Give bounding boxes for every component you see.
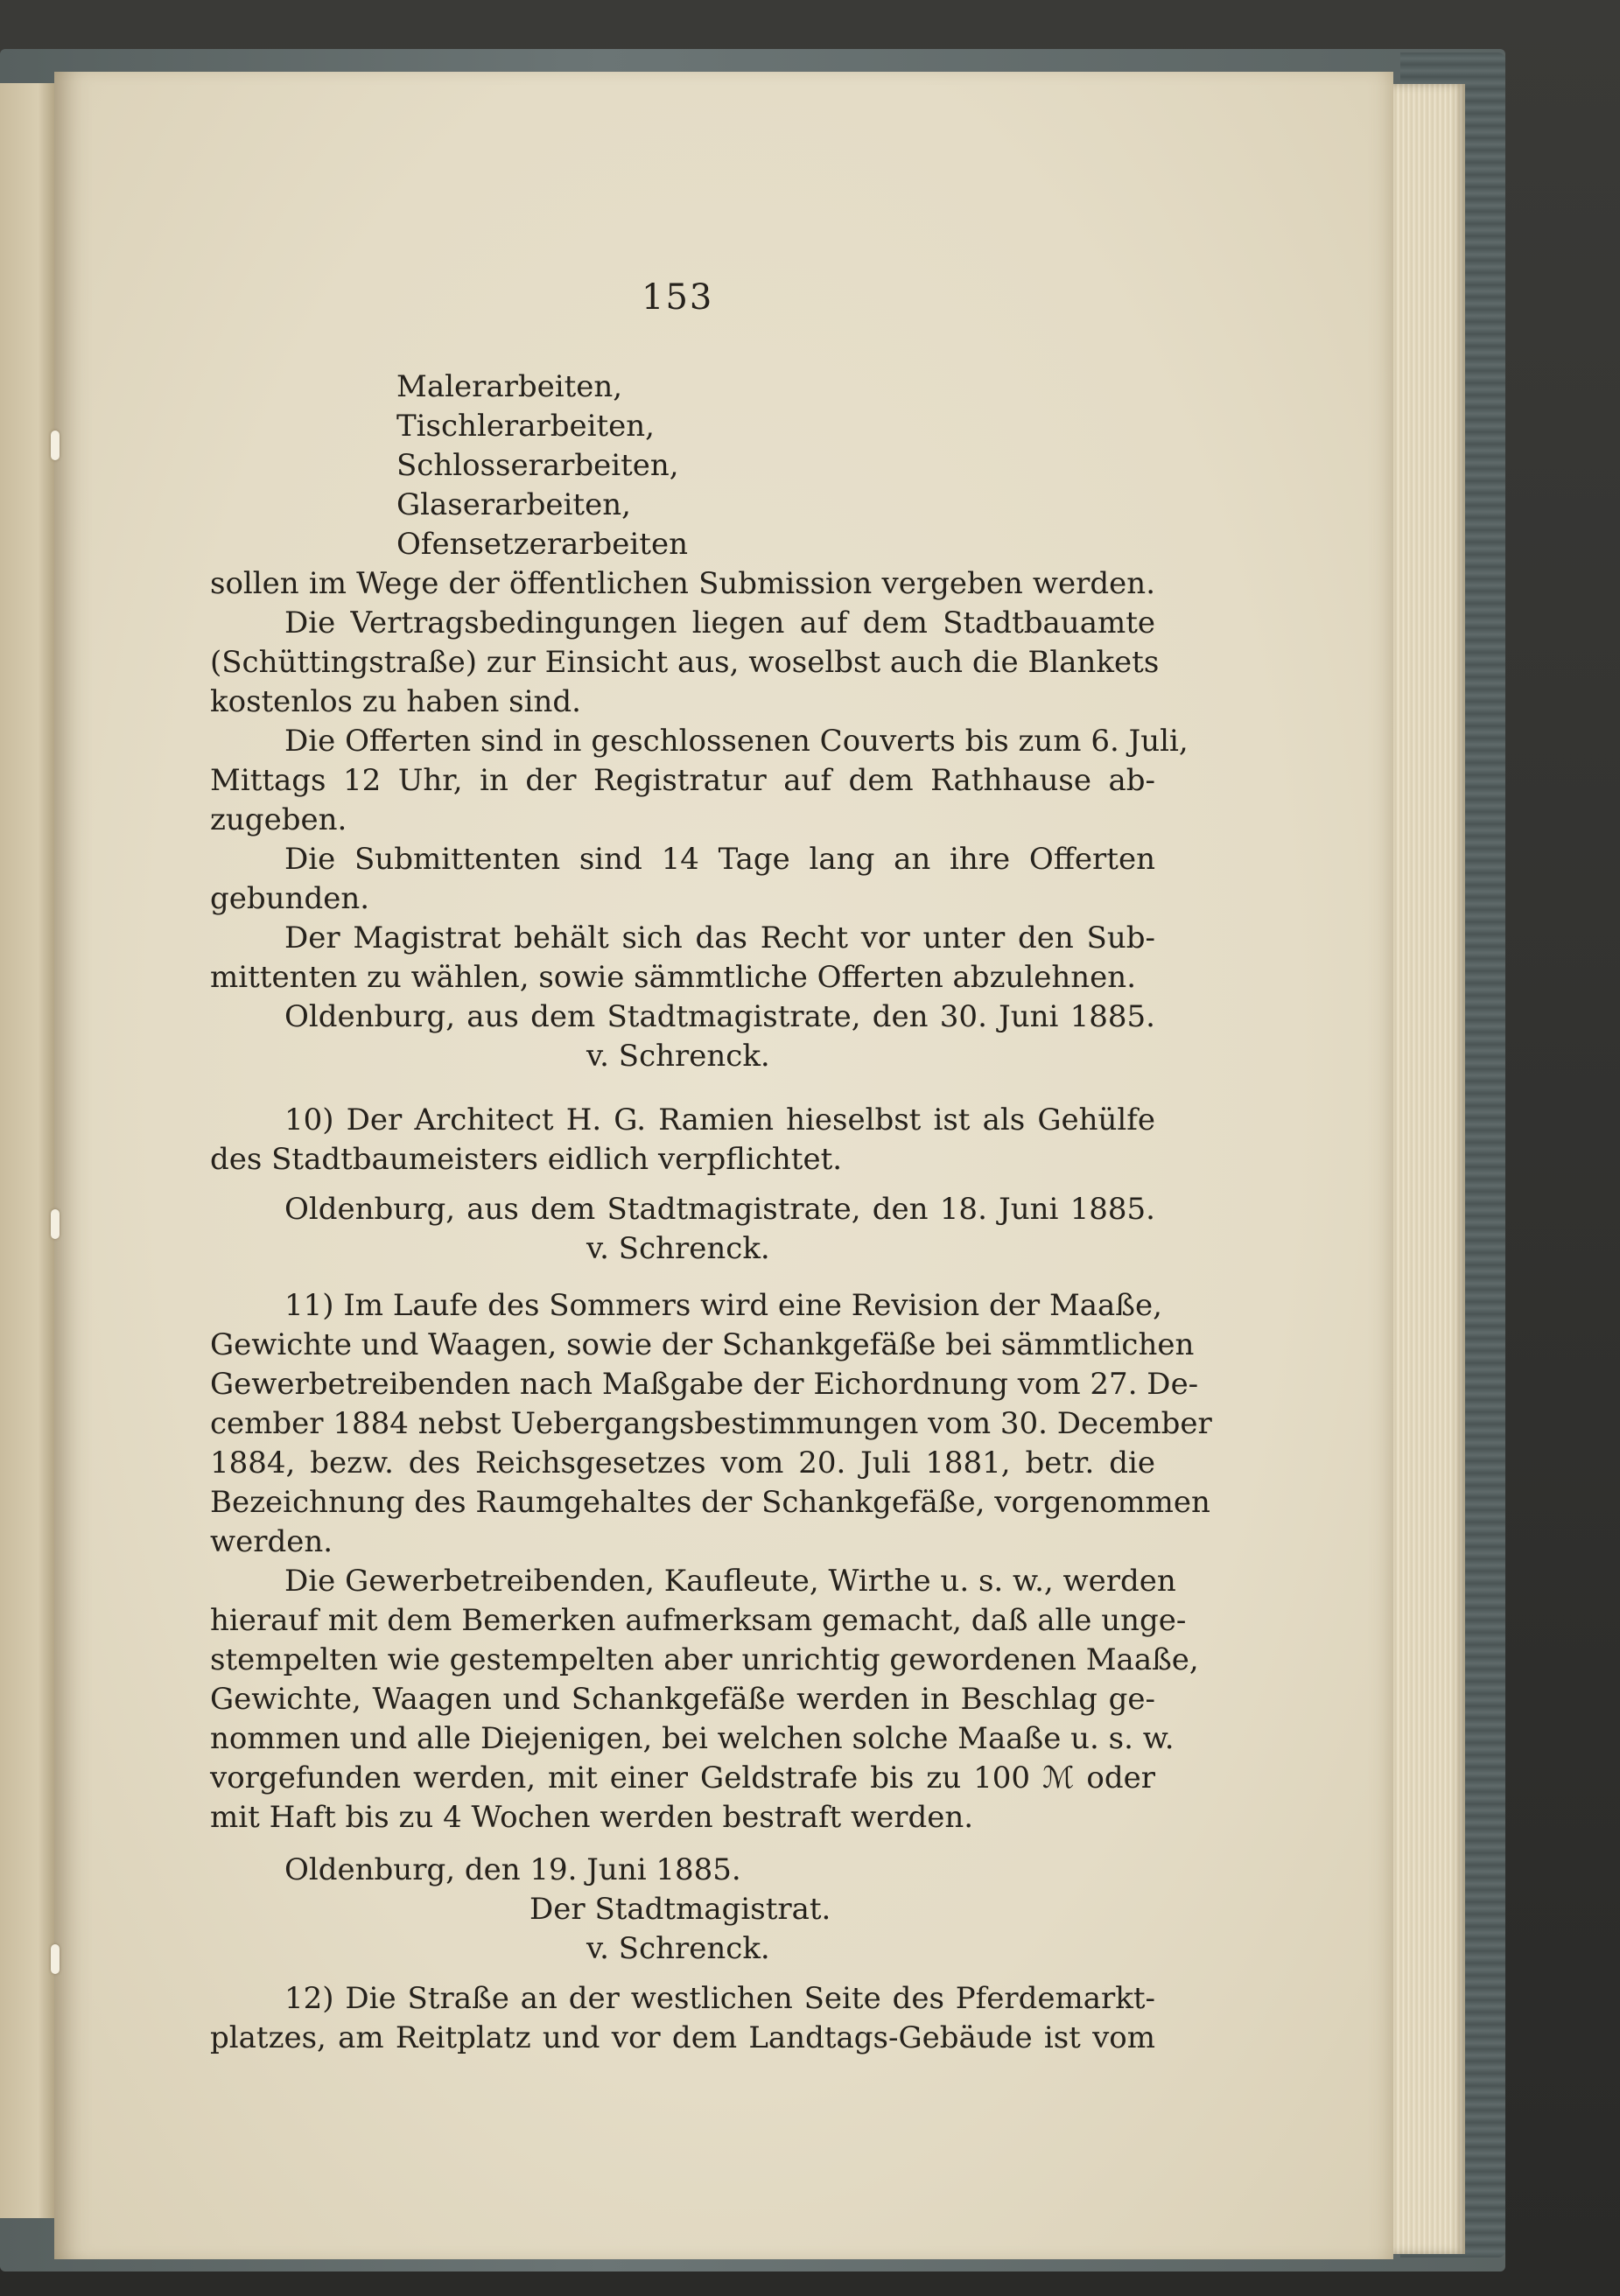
facing-page-edge (0, 83, 54, 2218)
signature-date-line: Oldenburg, aus dem Stadtmagistrate, den 18. Juni 1885. (284, 1192, 1155, 1227)
text-line: Ofensetzerarbeiten (396, 527, 688, 562)
text-line: Schlosserarbeiten, (396, 448, 679, 483)
page-number: 153 (642, 277, 714, 318)
text-line: mit Haft bis zu 4 Wochen werden bestraft werden. (210, 1800, 974, 1835)
text-line: vorgefunden werden, mit einer Geldstrafe bis zu 100 ℳ oder (210, 1760, 1155, 1796)
text-line: Die Vertragsbedingungen liegen auf dem Stadtbauamte (284, 606, 1155, 640)
text-line: Die Offerten sind in geschlossenen Couverts bis zum 6. Juli, (284, 724, 1189, 759)
signature-name: v. Schrenck. (586, 1231, 770, 1266)
text-line: des Stadtbaumeisters eidlich verpflichtet. (210, 1142, 843, 1177)
signature-name: v. Schrenck. (586, 1931, 770, 1966)
signature-date-line: Oldenburg, aus dem Stadtmagistrate, den 30. Juni 1885. (284, 999, 1155, 1034)
signature-name: v. Schrenck. (586, 1039, 770, 1074)
text-line: 12) Die Straße an der westlichen Seite des Pferdemarkt- (284, 1981, 1155, 2016)
binding-stitch (51, 1944, 60, 1974)
signature-authority: Der Stadtmagistrat. (529, 1892, 831, 1927)
text-line: mittenten zu wählen, sowie sämmtliche Offerten abzulehnen. (210, 960, 1137, 995)
text-line: cember 1884 nebst Uebergangsbestimmungen vom 30. December (210, 1406, 1212, 1441)
text-line: hierauf mit dem Bemerken aufmerksam gemacht, daß alle unge- (210, 1603, 1187, 1638)
text-line: 10) Der Architect H. G. Ramien hieselbst ist als Gehülfe (284, 1102, 1155, 1138)
text-line: Gewichte, Waagen und Schankgefäße werden in Beschlag ge- (210, 1682, 1155, 1717)
text-line: nommen und alle Diejenigen, bei welchen solche Maaße u. s. w. (210, 1721, 1175, 1756)
text-line: kostenlos zu haben sind. (210, 684, 581, 719)
text-line: Mittags 12 Uhr, in der Registratur auf dem Rathhause ab- (210, 763, 1155, 798)
signature-date-line: Oldenburg, den 19. Juni 1885. (284, 1852, 741, 1887)
binding-stitch (51, 430, 60, 460)
text-line: Gewichte und Waagen, sowie der Schankgefäße bei sämmtlichen (210, 1327, 1195, 1362)
text-line: Tischlerarbeiten, (396, 409, 655, 444)
text-line: 11) Im Laufe des Sommers wird eine Revision der Maaße, (284, 1288, 1162, 1323)
text-line: Der Magistrat behält sich das Recht vor unter den Sub- (284, 920, 1155, 956)
text-line: platzes, am Reitplatz und vor dem Landtags-Gebäude ist vom (210, 2020, 1155, 2055)
page-text (210, 0, 1212, 2296)
text-line: stempelten wie gestempelten aber unrichtig gewordenen Maaße, (210, 1642, 1199, 1677)
text-line: 1884, bezw. des Reichsgesetzes vom 20. Juli 1881, betr. die (210, 1446, 1155, 1480)
text-line: werden. (210, 1524, 333, 1559)
text-line: Die Gewerbetreibenden, Kaufleute, Wirthe u. s. w., werden (284, 1564, 1176, 1599)
text-line: (Schüttingstraße) zur Einsicht aus, woselbst auch die Blankets (210, 645, 1160, 680)
binding-stitch (51, 1209, 60, 1239)
text-line: sollen im Wege der öffentlichen Submission vergeben werden. (210, 566, 1155, 601)
page-edges (1393, 84, 1465, 2254)
text-line: Gewerbetreibenden nach Maßgabe der Eichordnung vom 27. De- (210, 1367, 1199, 1402)
text-line: Glaserarbeiten, (396, 487, 631, 522)
text-line: gebunden. (210, 881, 370, 916)
text-line: zugeben. (210, 802, 347, 837)
text-line: Malerarbeiten, (396, 369, 623, 404)
text-line: Bezeichnung des Raumgehaltes der Schankgefäße, vorgenommen (210, 1485, 1210, 1520)
text-line: Die Submittenten sind 14 Tage lang an ihre Offerten (284, 842, 1155, 877)
